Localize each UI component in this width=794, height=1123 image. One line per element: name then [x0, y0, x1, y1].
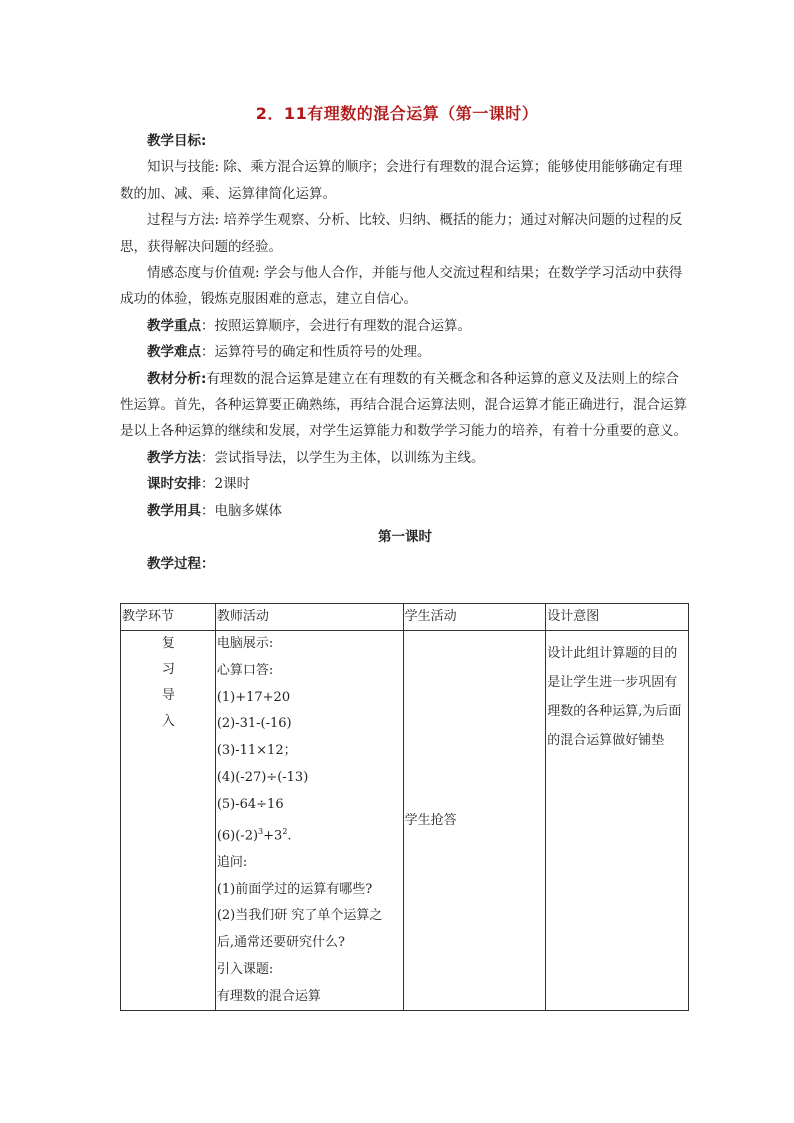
table-row [121, 631, 689, 1011]
schedule-line: 课时安排：2课时 [147, 476, 251, 493]
teaching-method-line: 教学方法：尝试指导法，以学生为主体，以训练为主线。 [147, 449, 485, 466]
key-point-line: 教学重点：按照运算顺序，会进行有理数的混合运算。 [147, 317, 471, 334]
page-title: 2．11有理数的混合运算（第一课时） [255, 104, 539, 123]
lesson-process-table [120, 603, 689, 1011]
student-activity-cell: 学生抢答 [403, 631, 546, 1011]
column-header: 教学环节 [121, 604, 216, 631]
design-intent-cell: 设计此组计算题的目的是让学生进一步巩固有理数的各种运算,为后面的混合运算做好铺垫 [546, 631, 689, 1011]
lesson-plan-body [120, 128, 690, 577]
objective-attitude: 情感态度与价值观: 学会与他人合作，并能与他人交流过程和结果；在数学学习活动中获得成功的体验，锻炼克服困难的意志，建立自信心。 [120, 265, 683, 308]
objective-process: 过程与方法: 培养学生观察、分析、比较、归纳、概括的能力；通过对解决问题的过程的反思，获得解决问题的经验。 [120, 212, 683, 255]
difficulty-line: 教学难点：运算符号的确定和性质符号的处理。 [147, 344, 431, 361]
objectives-heading: 教学目标: [147, 133, 207, 149]
column-header: 学生活动 [403, 604, 546, 631]
column-header: 设计意图 [546, 604, 689, 631]
table-header-row [121, 604, 689, 631]
objective-knowledge: 知识与技能: 除、乘方混合运算的顺序；会进行有理数的混合运算；能够使用能够确定有理数的加、减、乘、运算律简化运算。 [120, 159, 683, 202]
tools-line: 教学用具：电脑多媒体 [147, 502, 282, 519]
column-header: 教师活动 [215, 604, 403, 631]
section-heading: 第一课时 [378, 529, 432, 546]
material-analysis: 教材分析:有理数的混合运算是建立在有理数的有关概念和各种运算的意义及法则上的综合性运算。首先，各种运算要正确熟练，再结合混合运算法则，混合运算才能正确进行，混合运算是以上各种运算的继续和发展，对学生运算能力和数学学习能力的培养，有着十分重要的意义。 [120, 370, 687, 440]
teacher-activity-cell: 电脑展示: 心算口答: (1)+17+20 (2)-31-(-16) (3)-11×12； (4)(-27)÷(-13) (5)-64÷16 $(6)(-2)^3+3^2$. 追问: (1)前面学过的运算有哪些? (2)当我们研 究了单个运算之 后,通常还要研究什么? 引入课题: 有理数的混合运算 [215, 631, 403, 1011]
stage-cell: 复 习 导 入 [121, 631, 216, 1011]
process-heading: 教学过程： [147, 555, 215, 572]
